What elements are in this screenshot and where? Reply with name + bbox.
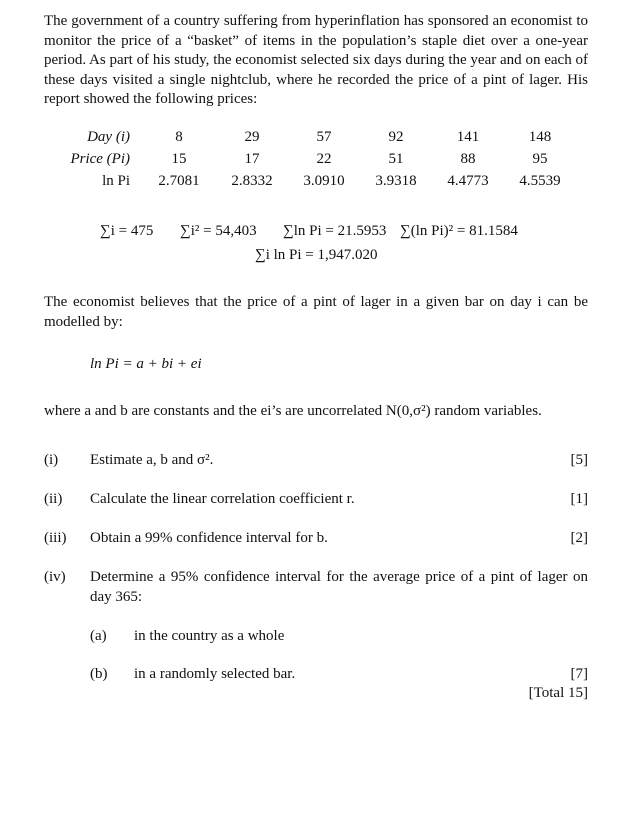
subpart-number: (a) <box>90 628 107 644</box>
question-marks: [2] <box>570 530 588 546</box>
row-label-ln-price: ln Pi <box>102 173 130 189</box>
price-cell: 22 <box>316 151 332 167</box>
subpart-text: in the country as a whole <box>134 628 285 644</box>
intro-paragraph: The government of a country suffering from hyperinflation has sponsored an economist to monitor the price of a “basket” of items in the population’s staple diet over a one-year period. As part of his study, the economist selected six days during the year and on each of these days visited a single nightclub, where he recorded the price of a pint of lager. His report showed the following prices: <box>44 13 588 107</box>
ln-price-cell: 2.8332 <box>231 173 273 189</box>
sum-i-squared: ∑i² = 54,403 <box>180 223 257 239</box>
data-table <box>60 128 580 194</box>
table-row-ln-price <box>60 172 580 194</box>
table-row-day <box>60 128 580 150</box>
day-cell: 29 <box>244 129 260 145</box>
day-cell: 148 <box>528 129 552 145</box>
question-text: Estimate a, b and σ². <box>90 452 214 468</box>
ln-price-cell: 3.9318 <box>375 173 417 189</box>
sum-i-ln-p: ∑i ln Pi = 1,947.020 <box>255 247 378 263</box>
summary-statistics <box>100 222 560 270</box>
question-marks: [5] <box>570 452 588 468</box>
ln-price-cell: 3.0910 <box>303 173 345 189</box>
question-text: Determine a 95% confidence interval for the average price of a pint of lager on day 365: <box>90 569 588 605</box>
day-cell: 92 <box>388 129 404 145</box>
question-number: (i) <box>44 452 59 468</box>
question-number: (ii) <box>44 491 63 507</box>
sum-ln-p: ∑ln Pi = 21.5953 <box>283 223 387 239</box>
day-cell: 57 <box>316 129 332 145</box>
question-iv-marks: [7] <box>570 666 588 682</box>
table-row-price <box>60 150 580 172</box>
subpart-text: in a randomly selected bar. <box>134 666 296 682</box>
row-label-day: Day (i) <box>87 129 130 145</box>
model-intro-paragraph: The economist believes that the price of a pint of lager in a given bar on day i can be modelled by: <box>44 294 588 330</box>
price-cell: 95 <box>532 151 548 167</box>
price-cell: 51 <box>388 151 404 167</box>
row-label-price: Price (Pi) <box>70 151 130 167</box>
model-equation: ln Pi = a + bi + ei <box>90 356 202 372</box>
ln-price-cell: 4.4773 <box>447 173 489 189</box>
question-marks: [1] <box>570 491 588 507</box>
price-cell: 17 <box>244 151 260 167</box>
sum-ln-p-squared: ∑(ln Pi)² = 81.1584 <box>400 223 518 239</box>
subpart-number: (b) <box>90 666 108 682</box>
total-marks: [Total 15] <box>528 685 588 701</box>
ln-price-cell: 4.5539 <box>519 173 561 189</box>
sum-i: ∑i = 475 <box>100 223 154 239</box>
question-text: Obtain a 99% confidence interval for b. <box>90 530 328 546</box>
day-cell: 8 <box>175 129 183 145</box>
price-cell: 15 <box>171 151 187 167</box>
sum-line-2 <box>100 246 560 270</box>
question-text: Calculate the linear correlation coefficient r. <box>90 491 355 507</box>
where-statement: where a and b are constants and the ei’s are uncorrelated N(0,σ²) random variables. <box>44 403 542 419</box>
price-cell: 88 <box>460 151 476 167</box>
sum-line-1 <box>100 222 560 246</box>
day-cell: 141 <box>456 129 480 145</box>
question-number: (iv) <box>44 569 66 585</box>
ln-price-cell: 2.7081 <box>158 173 200 189</box>
question-number: (iii) <box>44 530 67 546</box>
